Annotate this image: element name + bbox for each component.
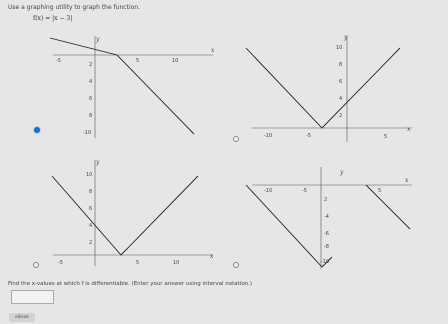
- tick-label: -5: [302, 188, 307, 194]
- tick-label: 4: [89, 79, 93, 85]
- choice-b-radio[interactable]: [233, 136, 239, 142]
- tick-label: 10: [173, 260, 180, 266]
- function-graph-line: [246, 185, 322, 267]
- tick-label: -4: [324, 214, 329, 220]
- tick-label: -10: [264, 188, 273, 194]
- choice-c-graph: [48, 158, 218, 270]
- tick-label: 10: [86, 172, 93, 178]
- tick-label: -10: [321, 259, 330, 265]
- tick-label: 5: [136, 260, 140, 266]
- tick-label: 6: [339, 79, 343, 85]
- x-axis-label: x: [405, 177, 409, 184]
- y-axis-label: y: [96, 36, 100, 43]
- tick-label: -5: [306, 133, 311, 139]
- tick-label: 6: [89, 96, 93, 102]
- tick-label: 2: [89, 240, 93, 246]
- choice-c-radio[interactable]: [33, 262, 39, 268]
- function-graph-line: [52, 176, 198, 255]
- tick-label: -10: [83, 130, 92, 136]
- function-label: f(x) = |x − 3|: [33, 15, 73, 22]
- tick-label: 10: [172, 58, 179, 64]
- x-axis-label: x: [211, 47, 215, 54]
- tick-label: 5: [384, 134, 388, 140]
- tick-label: 5: [136, 58, 140, 64]
- tick-label: -10: [264, 133, 273, 139]
- tick-label: 10: [336, 45, 343, 51]
- function-graph-line: [366, 185, 410, 229]
- choice-a-radio[interactable]: [34, 127, 40, 133]
- tick-label: 2: [324, 197, 328, 203]
- ebook-button[interactable]: eBook: [9, 313, 35, 322]
- function-graph-line: [246, 48, 400, 128]
- function-graph-line: [50, 38, 194, 134]
- x-axis-label: x: [407, 126, 411, 133]
- choice-d-radio[interactable]: [233, 262, 239, 268]
- choice-b-graph: [244, 32, 414, 150]
- y-axis-label: y: [344, 34, 348, 41]
- differentiable-prompt: Find the x-values at which f is differentiable. (Enter your answer using interval notation.): [8, 281, 253, 287]
- tick-label: 6: [89, 206, 93, 212]
- tick-label: -5: [58, 260, 63, 266]
- tick-label: 2: [89, 62, 93, 68]
- tick-label: 5: [378, 188, 382, 194]
- x-axis-label: x: [210, 253, 214, 260]
- answer-input[interactable]: [11, 290, 54, 304]
- tick-label: 8: [89, 113, 93, 119]
- tick-label: -8: [324, 244, 329, 250]
- tick-label: -5: [56, 58, 61, 64]
- tick-label: 2: [339, 113, 343, 119]
- choice-a-graph: [48, 36, 218, 138]
- tick-label: 4: [89, 223, 93, 229]
- tick-label: 8: [89, 189, 93, 195]
- question-prompt: Use a graphing utility to graph the function.: [8, 4, 140, 11]
- y-axis-label: y: [96, 159, 100, 166]
- y-axis-label: y: [340, 169, 344, 176]
- tick-label: 8: [339, 62, 343, 68]
- tick-label: 4: [339, 96, 343, 102]
- tick-label: -6: [324, 231, 329, 237]
- choice-d-graph: [244, 165, 414, 269]
